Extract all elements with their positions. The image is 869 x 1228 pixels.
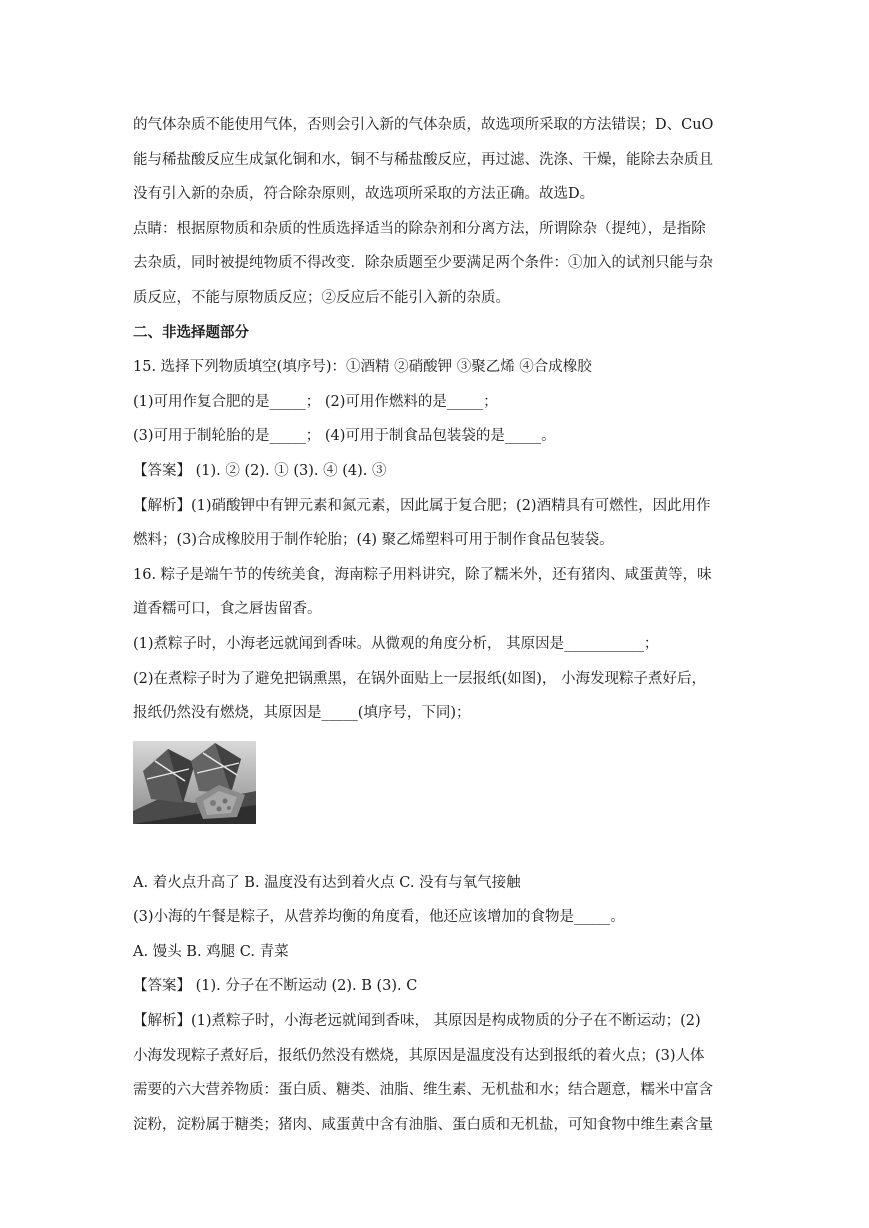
question-15-analysis: 【解析】(1)硝酸钾中有钾元素和氮元素，因此属于复合肥；(2)酒精具有可燃性，因此用作	[133, 497, 711, 514]
question-16-stem: 道香糯可口，食之唇齿留香。	[133, 601, 322, 618]
question-16-options-b: A. 馒头 B. 鸡腿 C. 青菜	[133, 943, 289, 960]
question-16-part-2: 报纸仍然没有燃烧，其原因是_____(填序号，下同)；	[133, 705, 471, 722]
text-line: 能与稀盐酸反应生成氯化铜和水，铜不与稀盐酸反应，再过滤、洗涤、干燥，能除去杂质且	[133, 151, 713, 168]
question-15-part-3-4: (3)可用于制轮胎的是_____； (4)可用于制食品包装袋的是_____。	[133, 428, 556, 445]
text-line: 质反应，不能与原物质反应；②反应后不能引入新的杂质。	[133, 289, 510, 306]
zongzi-photo	[133, 741, 256, 824]
document-page	[133, 108, 743, 1142]
text-line: 没有引入新的杂质，符合除杂原则，故选项所采取的方法正确。故选D。	[133, 186, 595, 203]
question-16-answer: 【答案】 (1). 分子在不断运动 (2). B (3). C	[133, 978, 418, 995]
question-16-part-1: (1)煮粽子时，小海老远就闻到香味。从微观的角度分析， 其原因是___________；	[133, 635, 659, 652]
question-15-stem: 15. 选择下列物质填空(填序号)：①酒精 ②硝酸钾 ③聚乙烯 ④合成橡胶	[133, 359, 592, 376]
text-line: 去杂质，同时被提纯物质不得改变．除杂质题至少要满足两个条件：①加入的试剂只能与杂	[133, 255, 713, 272]
question-15-answer: 【答案】 (1). ② (2). ① (3). ④ (4). ③	[133, 462, 387, 479]
question-16-options-a: A. 着火点升高了 B. 温度没有达到着火点 C. 没有与氧气接触	[133, 874, 521, 891]
question-16-analysis: 需要的六大营养物质：蛋白质、糖类、油脂、维生素、无机盐和水；结合题意，糯米中富含	[133, 1082, 713, 1099]
question-16-analysis: 小海发现粽子煮好后，报纸仍然没有燃烧，其原因是温度没有达到报纸的着火点；(3)人体	[133, 1047, 705, 1064]
question-16-part-3: (3)小海的午餐是粽子，从营养均衡的角度看，他还应该增加的食物是_____。	[133, 909, 625, 926]
text-line: 点睛：根据原物质和杂质的性质选择适当的除杂剂和分离方法，所谓除杂（提纯），是指除	[133, 220, 706, 237]
question-15-part-1-2: (1)可用作复合肥的是_____； (2)可用作燃料的是_____；	[133, 393, 498, 410]
section-heading: 二、非选择题部分	[133, 323, 249, 341]
question-16-analysis: 淀粉，淀粉属于糖类；猪肉、咸蛋黄中含有油脂、蛋白质和无机盐，可知食物中维生素含量	[133, 1116, 713, 1133]
text-line: 的气体杂质不能使用气体，否则会引入新的气体杂质，故选项所采取的方法错误；D、CuO	[133, 117, 714, 133]
zongzi-photo-container	[133, 731, 743, 866]
question-16-stem: 16. 粽子是端午节的传统美食，海南粽子用料讲究，除了糯米外，还有猪肉、咸蛋黄等，味	[133, 566, 712, 583]
question-15-analysis: 燃料；(3)合成橡胶用于制作轮胎；(4) 聚乙烯塑料可用于制作食品包装袋。	[133, 532, 614, 549]
question-16-analysis: 【解析】(1)煮粽子时，小海老远就闻到香味， 其原因是构成物质的分子在不断运动；(2)	[133, 1013, 701, 1030]
question-16-part-2: (2)在煮粽子时为了避免把锅熏黑，在锅外面贴上一层报纸(如图)， 小海发现粽子煮好后，	[133, 670, 706, 687]
